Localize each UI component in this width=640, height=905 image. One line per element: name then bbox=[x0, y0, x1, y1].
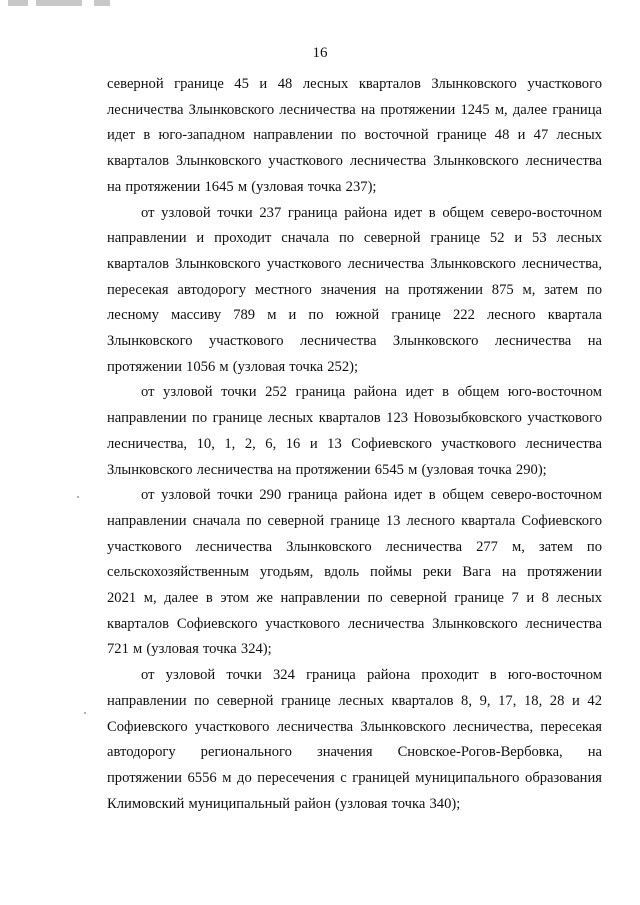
paragraph bbox=[107, 380, 602, 483]
text-line: пересекая автодорогу местного значения на протяжении 875 м, затем по bbox=[107, 281, 602, 298]
text-line: от узловой точки 237 граница района идет в общем северо-восточном bbox=[141, 204, 602, 221]
text-line: северной границе 45 и 48 лесных кварталов Злынковского участкового bbox=[107, 76, 602, 92]
text-line: 2021 м, далее в этом же направлении по северной границе 7 и 8 лесных bbox=[107, 590, 602, 607]
text-line: Климовский муниципальный район (узловая точка 340); bbox=[107, 795, 461, 812]
paragraph bbox=[107, 483, 602, 663]
text-line: от узловой точки 324 граница района проходит в юго-восточном bbox=[141, 667, 602, 684]
text-line: Злынковского участкового лесничества Злынковского лесничества на bbox=[107, 333, 602, 350]
text-line: протяжении 1056 м (узловая точка 252); bbox=[107, 358, 359, 375]
text-line: направлении и проходит сначала по северной границе 52 и 53 лесных bbox=[107, 230, 602, 247]
text-line: протяжении 6556 м до пересечения с границей муниципального образования bbox=[107, 769, 602, 786]
paragraph bbox=[107, 72, 602, 201]
text-line: лесничества Злынковского лесничества на протяжении 1245 м, далее граница bbox=[107, 101, 602, 118]
text-line: Злынковского лесничества на протяжении 6545 м (узловая точка 290); bbox=[107, 461, 547, 478]
text-line: кварталов Злынковского участкового лесничества Злынковского лесничества bbox=[107, 153, 602, 170]
margin-speck bbox=[77, 496, 79, 498]
text-line: лесничества, 10, 1, 2, 6, 16 и 13 Софиевского участкового лесничества bbox=[107, 435, 602, 452]
text-line: направлении по границе лесных кварталов 123 Новозыбковского участкового bbox=[107, 410, 602, 427]
scan-artifact bbox=[36, 0, 82, 6]
paragraph bbox=[107, 663, 602, 817]
text-line: кварталов Софиевского участкового лесничества Злынковского лесничества bbox=[107, 615, 602, 632]
scan-artifact bbox=[8, 0, 28, 6]
text-line: от узловой точки 252 граница района идет в общем юго-восточном bbox=[141, 384, 602, 401]
page-number: 16 bbox=[312, 45, 328, 61]
text-line: направлении по северной границе лесных кварталов 8, 9, 17, 18, 28 и 42 bbox=[107, 692, 602, 709]
text-line: кварталов Злынковского участкового лесничества Злынковского лесничества, bbox=[107, 255, 602, 272]
margin-speck bbox=[84, 712, 86, 714]
text-line: идет в юго-западном направлении по восточной границе 48 и 47 лесных bbox=[107, 127, 602, 144]
document-body bbox=[107, 72, 602, 817]
text-line: Софиевского участкового лесничества Злынковского лесничества, пересекая bbox=[107, 718, 602, 735]
text-line: участкового лесничества Злынковского лесничества 277 м, затем по bbox=[107, 538, 602, 555]
scan-artifact bbox=[94, 0, 110, 6]
text-line: сельскохозяйственным угодьям, вдоль поймы реки Вага на протяжении bbox=[107, 564, 602, 581]
text-line: направлении сначала по северной границе 13 лесного квартала Софиевского bbox=[107, 512, 602, 529]
text-line: от узловой точки 290 граница района идет в общем северо-восточном bbox=[141, 487, 602, 504]
text-line: 721 м (узловая точка 324); bbox=[107, 641, 272, 658]
text-line: на протяжении 1645 м (узловая точка 237); bbox=[107, 178, 377, 195]
paragraph bbox=[107, 201, 602, 381]
text-line: автодорогу регионального значения Сновское-Рогов-Вербовка, на bbox=[107, 744, 602, 761]
text-line: лесному массиву 789 м и по южной границе 222 лесного квартала bbox=[107, 307, 602, 324]
